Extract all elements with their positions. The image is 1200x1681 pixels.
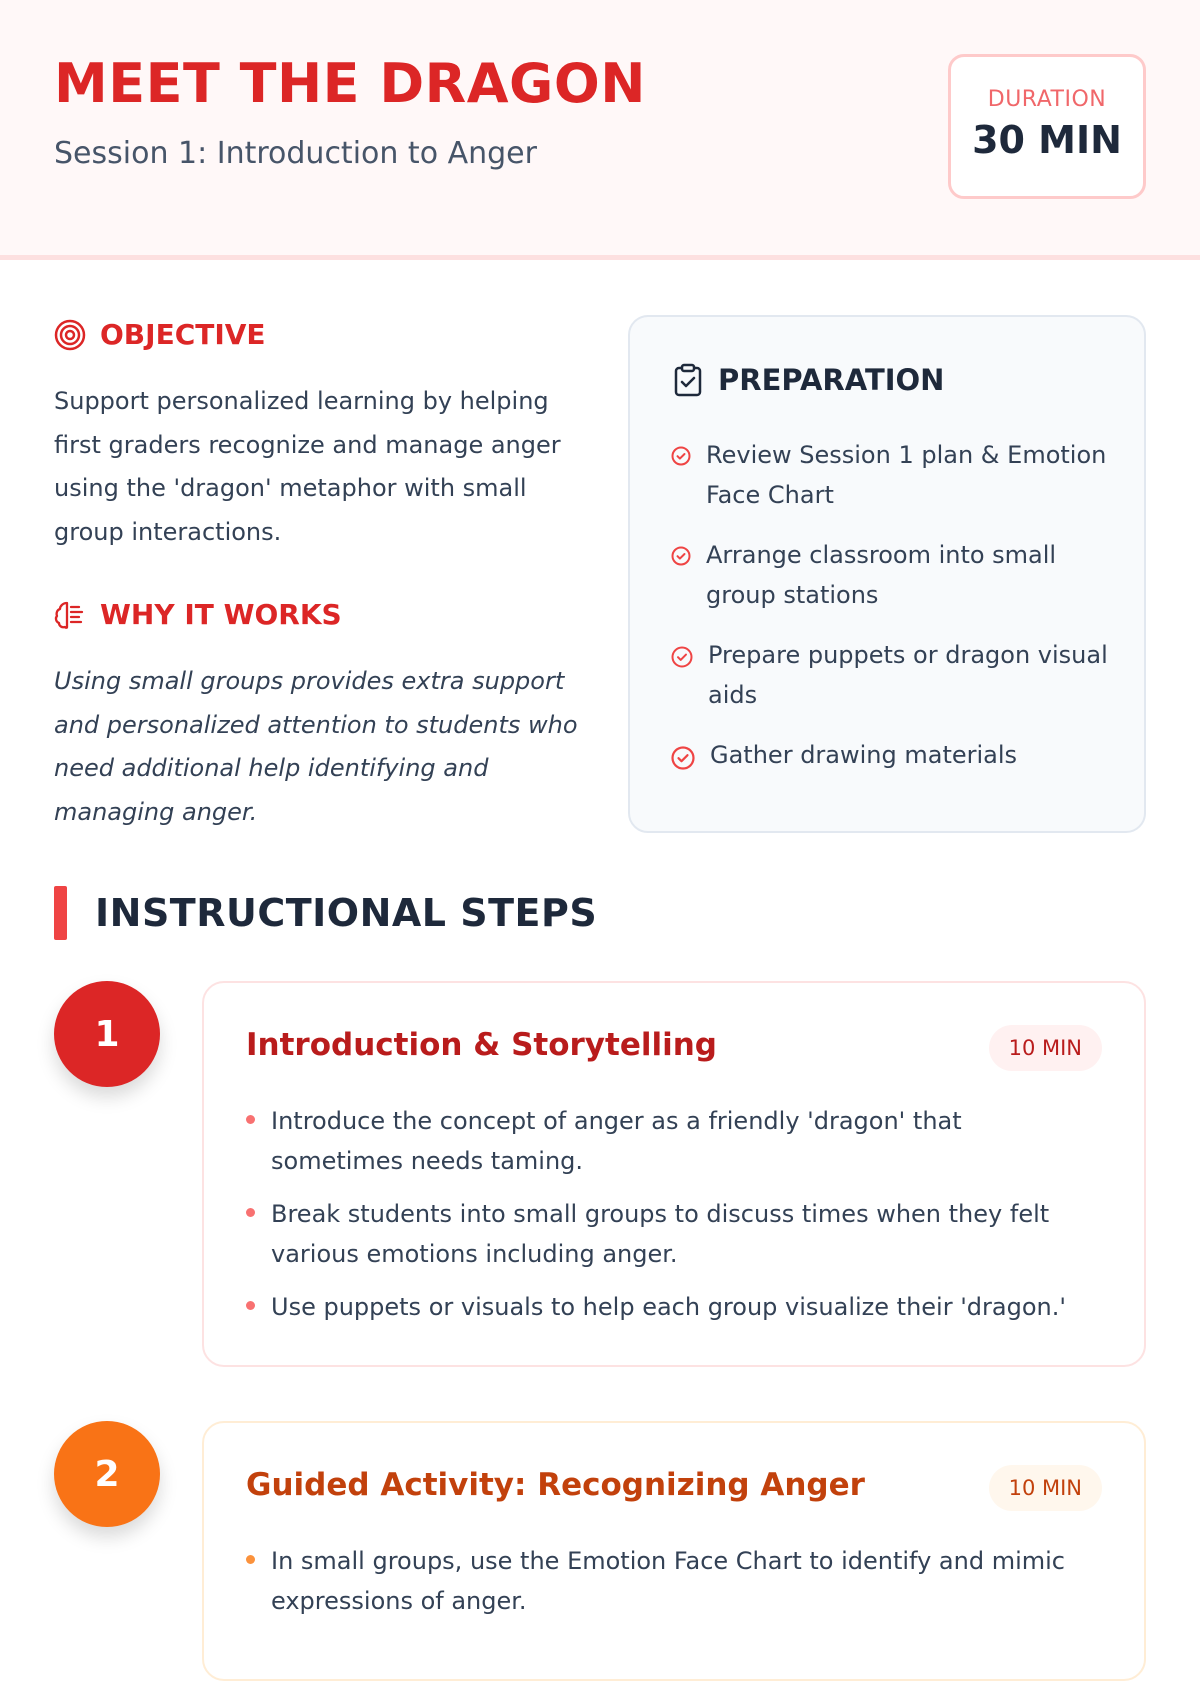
duration-box	[948, 54, 1146, 199]
target-icon	[54, 319, 86, 351]
preparation-heading	[674, 363, 944, 397]
list-item	[246, 1287, 1096, 1327]
step-duration-badge: 10 MIN	[989, 1025, 1102, 1071]
preparation-item	[670, 735, 1120, 775]
objective-heading-label: OBJECTIVE	[100, 318, 266, 351]
bullet-dot	[246, 1301, 255, 1310]
objective-heading	[54, 318, 266, 351]
clipboard-check-icon	[674, 363, 702, 397]
step-number-badge: 1	[54, 981, 160, 1087]
session-subtitle: Session 1: Introduction to Anger	[54, 136, 537, 171]
step-bullet-text: Use puppets or visuals to help each group visualize their 'dragon.'	[271, 1293, 1066, 1321]
bullet-dot	[246, 1115, 255, 1124]
preparation-item-text: Gather drawing materials	[710, 741, 1018, 769]
preparation-item	[670, 535, 1120, 615]
step-title: Guided Activity: Recognizing Anger	[246, 1467, 865, 1503]
why-heading-label: WHY IT WORKS	[100, 598, 342, 631]
list-item	[246, 1541, 1096, 1621]
preparation-item	[670, 635, 1120, 715]
preparation-heading-label: PREPARATION	[718, 363, 945, 397]
steps-heading-label: INSTRUCTIONAL STEPS	[95, 891, 598, 935]
duration-value: 30 MIN	[972, 118, 1122, 162]
step-duration-badge: 10 MIN	[989, 1465, 1102, 1511]
preparation-list	[670, 435, 1120, 795]
steps-accent-bar	[54, 886, 67, 940]
step-title: Introduction & Storytelling	[246, 1027, 717, 1063]
step-bullet-list	[246, 1101, 1096, 1340]
step-bullet-text: In small groups, use the Emotion Face Chart to identify and mimic expressions of anger.	[271, 1547, 1065, 1615]
why-heading	[54, 598, 342, 631]
check-circle-icon	[670, 545, 692, 567]
check-circle-icon	[670, 745, 696, 771]
step-card	[202, 1421, 1146, 1681]
step-number-badge: 2	[54, 1421, 160, 1527]
list-item	[246, 1101, 1096, 1181]
step-bullet-list	[246, 1541, 1096, 1634]
step-card	[202, 981, 1146, 1367]
preparation-item	[670, 435, 1120, 515]
preparation-item-text: Review Session 1 plan & Emotion Face Chart	[706, 441, 1107, 509]
page-header	[0, 0, 1200, 260]
step-bullet-text: Break students into small groups to discuss times when they felt various emotions including anger.	[271, 1200, 1050, 1268]
bullet-dot	[246, 1208, 255, 1217]
step-bullet-text: Introduce the concept of anger as a friendly 'dragon' that sometimes needs taming.	[271, 1107, 962, 1175]
duration-label: DURATION	[987, 87, 1107, 112]
check-circle-icon	[670, 645, 694, 669]
preparation-item-text: Prepare puppets or dragon visual aids	[708, 641, 1108, 709]
bullet-dot	[246, 1555, 255, 1564]
preparation-panel	[628, 315, 1146, 833]
check-circle-icon	[670, 445, 692, 467]
brain-icon	[54, 599, 86, 631]
preparation-item-text: Arrange classroom into small group stations	[706, 541, 1057, 609]
list-item	[246, 1194, 1096, 1274]
page-title: MEET THE DRAGON	[54, 52, 646, 115]
why-text: Using small groups provides extra support and personalized attention to students who need additional help identifying and managing anger.	[54, 667, 578, 826]
objective-text: Support personalized learning by helping first graders recognize and manage anger using the 'dragon' metaphor with small group interactions.	[54, 387, 561, 546]
steps-heading	[54, 886, 597, 940]
